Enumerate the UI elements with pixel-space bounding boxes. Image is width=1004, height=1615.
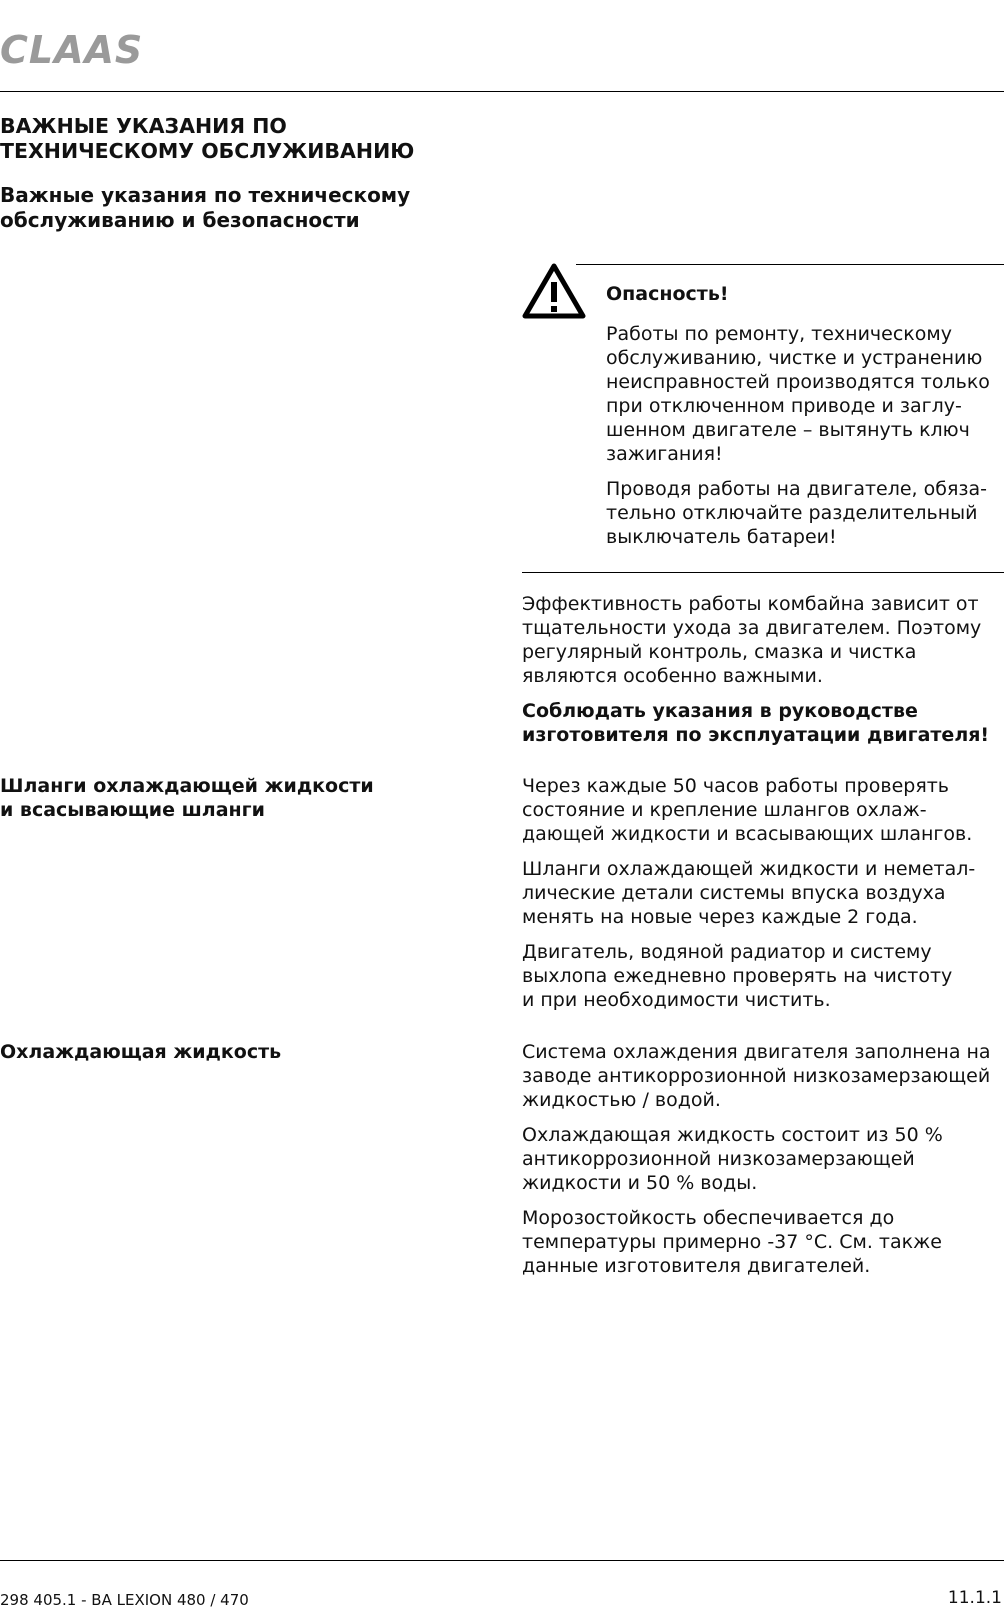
hoses-paragraph-1 [522,774,1004,846]
text-line: Проводя работы на двигателе, обяза- [606,478,988,500]
text-line: заводе антикоррозионной низкозамерзающей [522,1065,991,1087]
coolant-paragraph-2 [522,1123,1004,1195]
text-line: температуры примерно -37 °C. См. также [522,1231,942,1253]
hoses-paragraph-3 [522,940,1004,1012]
text-line: Работы по ремонту, техническому [606,323,952,345]
coolant-text [522,1040,1004,1289]
warning-paragraph-1 [606,322,1004,466]
text-line: лические детали системы впуска воздуха [522,882,946,904]
text-line: Охлаждающая жидкость состоит из 50 % [522,1124,943,1146]
warning-bottom-rule [522,572,1004,573]
text-line: Шланги охлаждающей жидкости и неметал- [522,858,976,880]
text-line: менять на новые через каждые 2 года. [522,906,918,928]
page-title [0,114,480,164]
intro-paragraph-bold [522,699,1004,747]
text-line: шенном двигателе – вытянуть ключ [606,419,970,441]
claas-logo: CLAAS [0,28,144,72]
hoses-paragraph-2 [522,857,1004,929]
text-line: Система охлаждения двигателя заполнена на [522,1041,991,1063]
header-rule [0,91,1004,92]
text-line: антикоррозионной низкозамерзающей [522,1148,915,1170]
page-title-line-2: ТЕХНИЧЕСКОМУ ОБСЛУЖИВАНИЮ [0,139,415,163]
coolant-side-heading: Охлаждающая жидкость [0,1041,282,1063]
text-line: зажигания! [606,443,723,465]
section-subtitle-line-2: обслуживанию и безопасности [0,208,360,232]
intro-text [522,592,1004,758]
intro-paragraph-1 [522,592,1004,688]
warning-triangle-icon [522,262,586,320]
coolant-paragraph-3 [522,1206,1004,1278]
text-line: и всасывающие шланги [0,799,265,821]
coolant-paragraph-1 [522,1040,1004,1112]
warning-body [606,322,1004,560]
text-line: Морозостойкость обеспечивается до [522,1207,895,1229]
page-title-line-1: ВАЖНЫЕ УКАЗАНИЯ ПО [0,114,287,138]
section-subtitle [0,183,480,233]
text-line: данные изготовителя двигателей. [522,1255,871,1277]
warning-heading: Опасность! [606,283,729,305]
text-line: при отключенном приводе и заглу- [606,395,962,417]
text-line: неисправностей производятся только [606,371,990,393]
text-line: тщательности ухода за двигателем. Поэтому [522,617,982,639]
text-line: Через каждые 50 часов работы проверять [522,775,950,797]
text-line: дающей жидкости и всасывающих шлангов. [522,823,973,845]
text-line: и при необходимости чистить. [522,989,831,1011]
text-line: тельно отключайте разделительный [606,502,978,524]
text-line: изготовителя по эксплуатации двигателя! [522,724,990,746]
text-line: обслуживанию, чистке и устранению [606,347,983,369]
warning-top-rule [576,264,1004,265]
hoses-text [522,774,1004,1023]
hoses-side-heading [0,774,420,822]
text-line: выключатель батареи! [606,526,837,548]
text-line: жидкостью / водой. [522,1089,721,1111]
page-number: 11.1.1 [947,1588,1002,1608]
text-line: жидкости и 50 % воды. [522,1172,758,1194]
document-reference: 298 405.1 - BA LEXION 480 / 470 [0,1591,249,1609]
section-subtitle-line-1: Важные указания по техническому [0,183,411,207]
text-line: являются особенно важными. [522,665,823,687]
footer-rule [0,1560,1004,1561]
text-line: регулярный контроль, смазка и чистка [522,641,917,663]
text-line: Соблюдать указания в руководстве [522,700,918,722]
warning-paragraph-2 [606,477,1004,549]
text-line: Шланги охлаждающей жидкости [0,775,374,797]
text-line: выхлопа ежедневно проверять на чистоту [522,965,953,987]
text-line: состояние и крепление шлангов охлаж- [522,799,927,821]
text-line: Эффективность работы комбайна зависит от [522,593,979,615]
text-line: Двигатель, водяной радиатор и систему [522,941,932,963]
